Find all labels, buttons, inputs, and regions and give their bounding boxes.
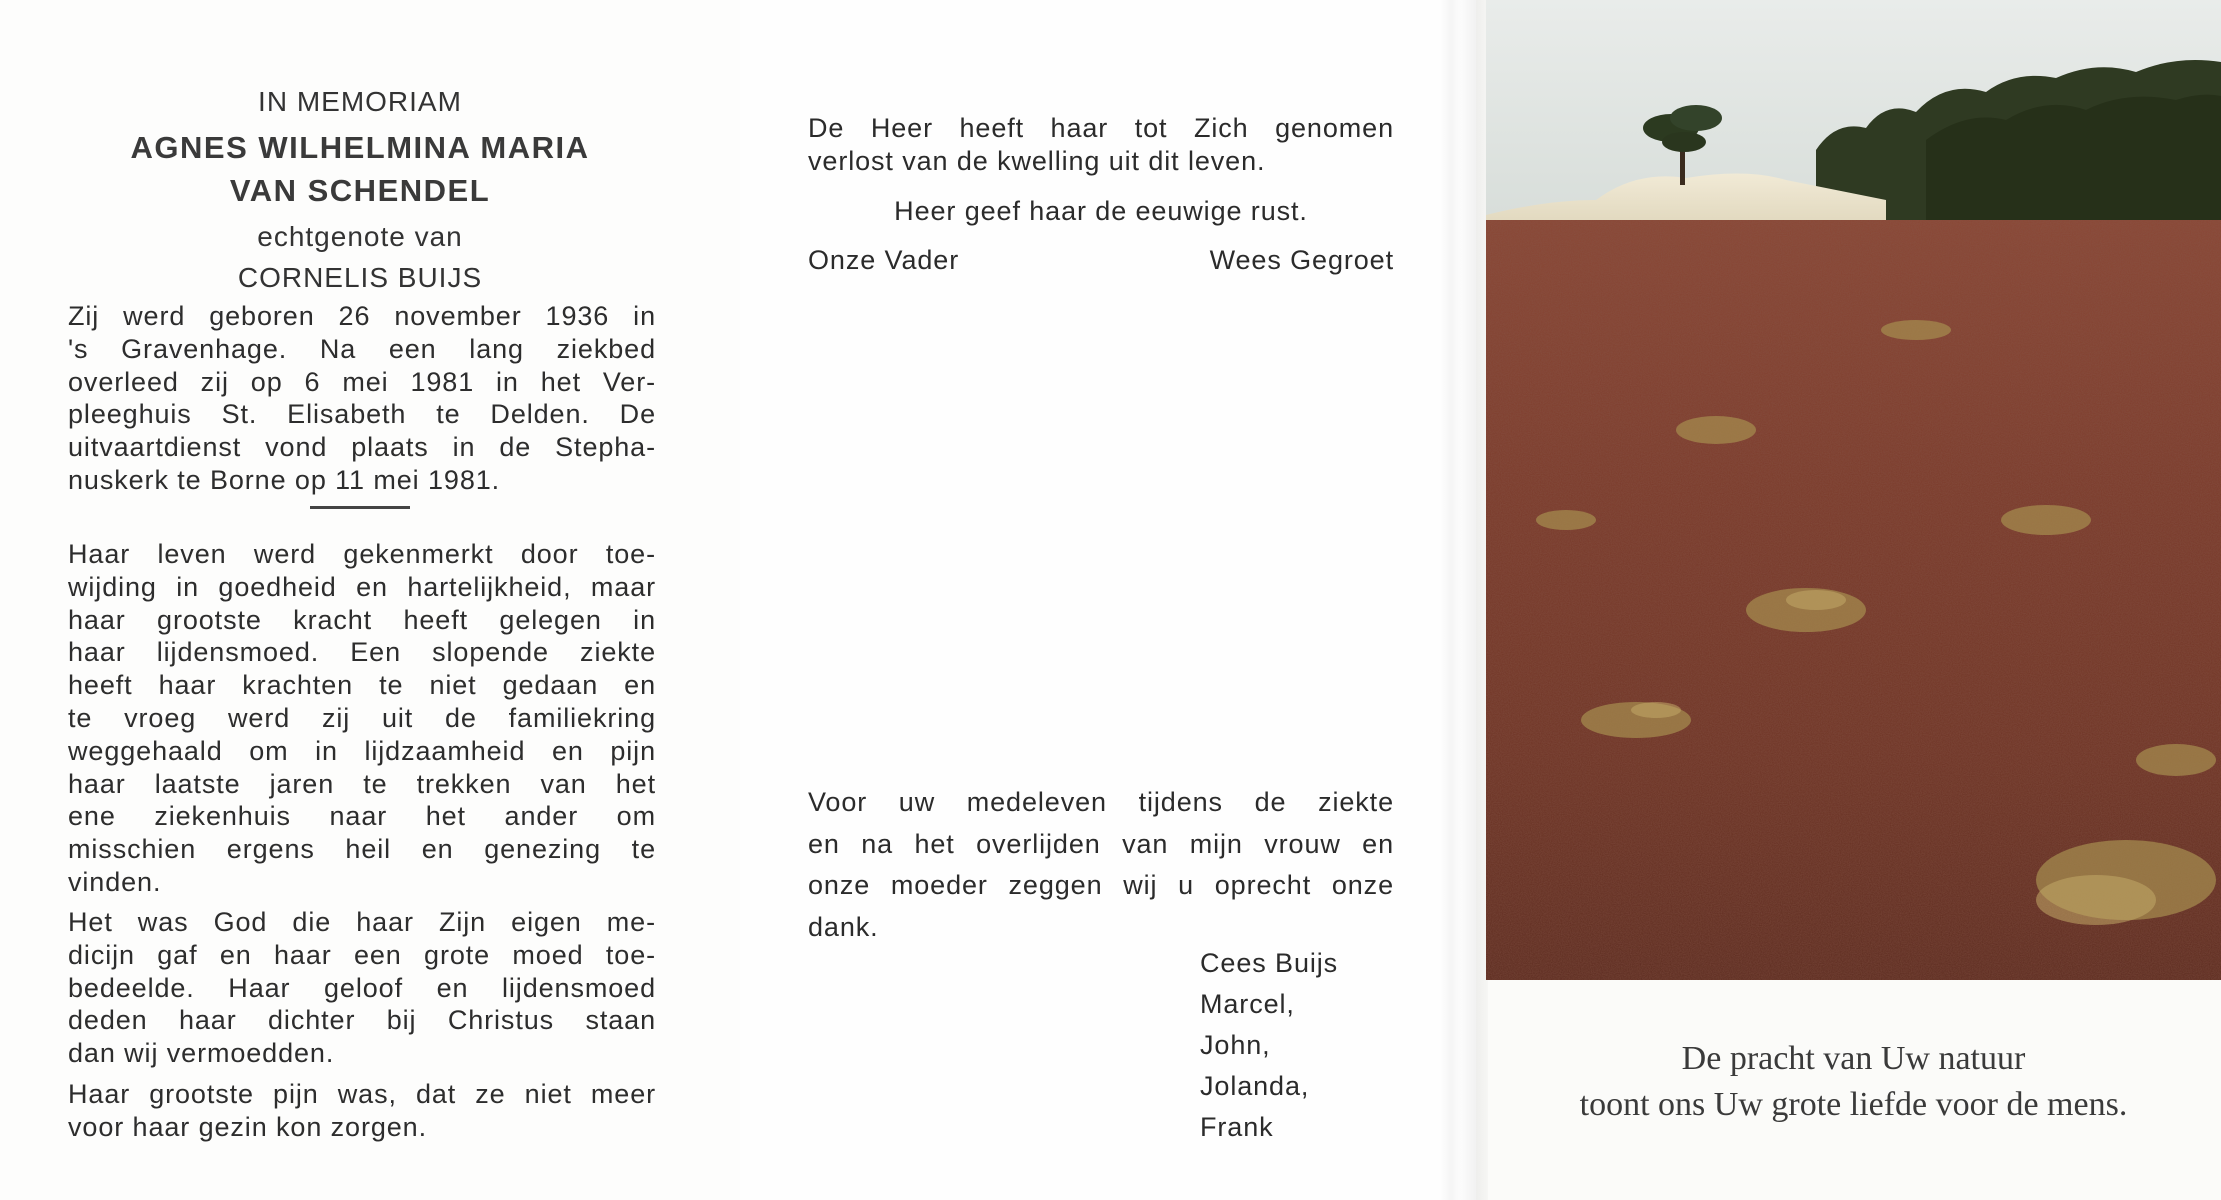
text-line: Haar leven werd gekenmerkt door toe- <box>68 539 656 569</box>
text-line: wijding in goedheid en hartelijkheid, maar <box>68 571 656 602</box>
text-line: heeft haar krachten te niet gedaan en <box>68 670 656 701</box>
divider-line <box>310 506 410 509</box>
signature-name: Jolanda, <box>1200 1071 1310 1101</box>
text-line: bedeelde. Haar geloof en lijdensmoed <box>68 972 656 1003</box>
text-line: verlost van de kwelling uit dit leven. <box>808 146 1266 176</box>
text-line: en na het overlijden van mijn vrouw en <box>808 828 1394 859</box>
deceased-name-line-1: AGNES WILHELMINA MARIA <box>130 130 590 165</box>
tribute-paragraph <box>68 1078 656 1144</box>
text-line: weggehaald om in lijdzaamheid en pijn <box>68 735 656 766</box>
heathland-photo <box>1486 0 2221 980</box>
spouse-name: CORNELIS BUIJS <box>237 262 483 293</box>
text-line: vinden. <box>68 866 162 897</box>
photo-caption <box>1486 1036 2221 1128</box>
text-line: pleeghuis St. Elisabeth te Delden. De <box>68 399 656 430</box>
caption-line: toont ons Uw grote liefde voor de mens. <box>1579 1086 2128 1123</box>
heading-in-memoriam: IN MEMORIAM <box>258 86 462 117</box>
family-signatures <box>1200 943 1338 1148</box>
text-line: dank. <box>808 911 879 942</box>
text-line: voor haar gezin kon zorgen. <box>68 1111 428 1142</box>
text-line: misschien ergens heil en genezing te <box>68 834 656 865</box>
text-line: onze moeder zeggen wij u oprecht onze <box>808 870 1394 900</box>
signature-name: Frank <box>1200 1112 1274 1142</box>
deceased-name-line-2: VAN SCHENDEL <box>229 173 491 208</box>
text-line: haar lijdensmoed. Een slopende ziekte <box>68 637 656 668</box>
tribute-paragraph <box>68 538 656 899</box>
prayer-wees-gegroet: Wees Gegroet <box>1209 245 1394 275</box>
text-line: 's Gravenhage. Na een lang ziekbed <box>68 333 656 364</box>
thanks-paragraph <box>808 782 1394 948</box>
signature-name: Marcel, <box>1200 989 1295 1019</box>
spouse-label: echtgenote van <box>257 221 463 252</box>
caption-line: De pracht van Uw natuur <box>1681 1040 2026 1077</box>
text-line: Haar grootste pijn was, dat ze niet meer <box>68 1079 656 1109</box>
tribute-paragraph <box>68 906 656 1070</box>
text-line: te vroeg werd zij uit de familiekring <box>68 702 656 733</box>
text-line: ene ziekenhuis naar het ander om <box>68 801 656 832</box>
signature-name: John, <box>1200 1030 1271 1060</box>
text-line: Zij werd geboren 26 november 1936 in <box>68 301 656 331</box>
prayer-onze-vader: Onze Vader <box>808 245 960 275</box>
text-line: dan wij vermoedden. <box>68 1038 335 1069</box>
text-line: nuskerk te Borne op 11 mei 1981. <box>68 464 501 495</box>
text-line: De Heer heeft haar tot Zich genomen <box>808 113 1394 143</box>
prayer-eternal-rest: Heer geef haar de eeuwige rust. <box>894 196 1308 226</box>
signature-name: Cees Buijs <box>1200 948 1339 978</box>
text-line: haar laatste jaren te trekken van het <box>68 768 656 799</box>
text-line: Voor uw medeleven tijdens de ziekte <box>808 787 1394 817</box>
text-line: Het was God die haar Zijn eigen me- <box>68 907 656 937</box>
prayer-text <box>808 112 1394 178</box>
text-line: overleed zij op 6 mei 1981 in het Ver- <box>68 366 656 397</box>
text-line: haar grootste kracht heeft gelegen in <box>68 604 656 635</box>
text-line: dicijn gaf en haar een grote moed toe- <box>68 939 656 970</box>
card-fold-shadow <box>1458 0 1488 1200</box>
biography-paragraph <box>68 300 656 497</box>
text-line: uitvaartdienst vond plaats in de Stepha- <box>68 432 656 463</box>
text-line: deden haar dichter bij Christus staan <box>68 1005 656 1036</box>
middle-panel <box>740 0 1476 1200</box>
